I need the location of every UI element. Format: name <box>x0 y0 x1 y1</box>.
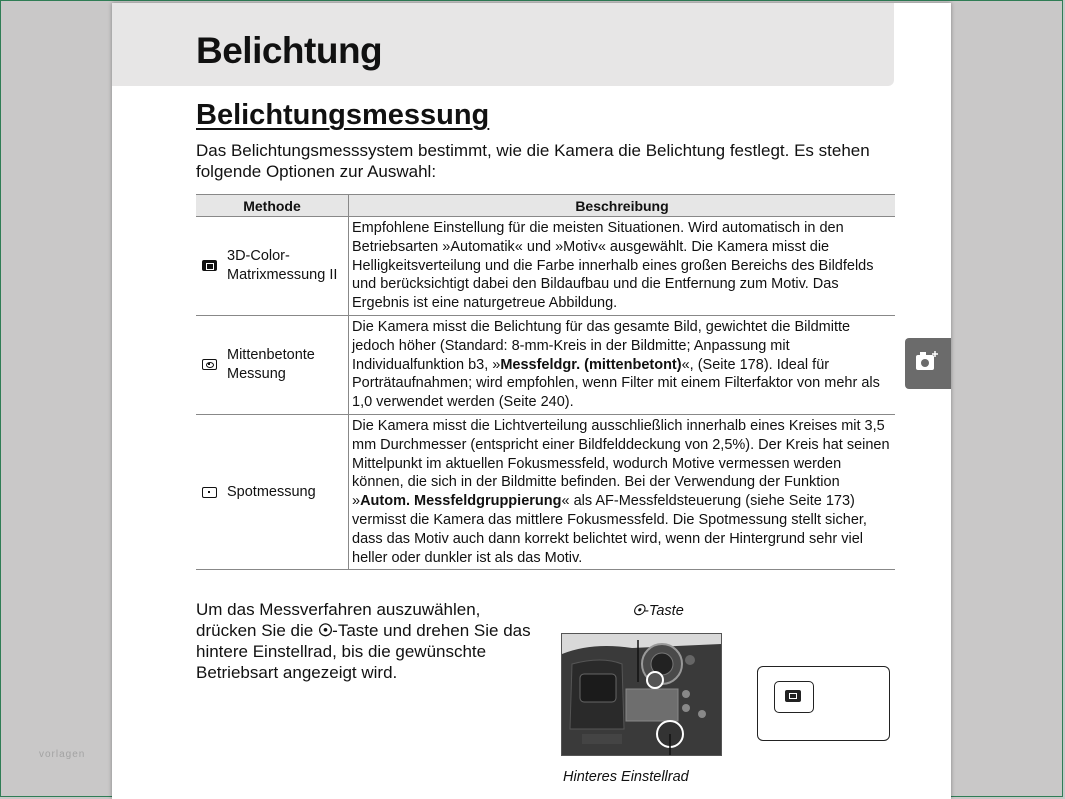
metering-button-symbol: ☉ <box>632 603 644 619</box>
instruction-paragraph <box>196 599 541 683</box>
metering-methods-table <box>196 194 895 570</box>
header-method: Methode <box>196 195 349 217</box>
table-row <box>196 217 895 316</box>
description-cell <box>349 315 896 414</box>
method-cell <box>196 217 349 316</box>
method-label: Spotmessung <box>227 483 316 500</box>
shooting-section-tab[interactable] <box>905 338 951 389</box>
section-title: Belichtungsmessung <box>196 99 490 131</box>
menu-reference: Autom. Messfeldgruppierung <box>360 493 562 510</box>
camera-back-illustration <box>561 633 722 756</box>
description-cell <box>349 414 896 569</box>
caption-text: -Taste <box>644 603 684 619</box>
instruction-text: -Taste und drehen Sie das hintere Einstellrad, bis die gewünschte Betriebsart angezeigt wird. <box>196 621 531 682</box>
table-row <box>196 315 895 414</box>
camera-photo-drawing <box>562 634 721 755</box>
matrix-metering-display-icon <box>774 681 814 713</box>
page-title: Belichtung <box>196 30 383 71</box>
method-label: Mittenbetonte Messung <box>227 347 315 382</box>
description-text: Die Kamera misst die Lichtverteilung ausschließlich innerhalb eines Kreises mit 3,5 mm Durchmesser (entspricht einer Bildfelddeckung von 2,5%). Der Kreis hat seinen Mittelpunkt im aktuellen Fokusmessfeld, wodurch Motive vermessen werden können, die sich in der Bildmitte befinden. Bei der Verwendung der Funktion » <box>352 417 890 510</box>
header-description: Beschreibung <box>349 195 896 217</box>
intro-paragraph: Das Belichtungsmesssystem bestimmt, wie die Kamera die Belichtung festlegt. Es stehen folgende Optionen zur Auswahl: <box>196 141 870 181</box>
method-cell <box>196 414 349 569</box>
spot-metering-icon <box>202 487 217 498</box>
camera-shooting-icon <box>905 338 951 389</box>
description-text: Empfohlene Einstellung für die meisten Situationen. Wird automatisch in den Betriebsarten »Automatik« und »Motiv« ausgewählt. Die Kamera misst die Helligkeitsverteilung und die Farbe innerhalb eines großen Bereichs des Bildfelds und berücksichtigt dabei den Bildaufbau und die Entfernung zum Motiv. Das Ergebnis ist eine naturgetreue Abbildung. <box>352 220 874 312</box>
table-row <box>196 414 895 569</box>
metering-button-symbol: ☉ <box>317 621 333 640</box>
metering-button-caption <box>632 603 684 619</box>
table-header-row <box>196 195 895 217</box>
matrix-metering-icon <box>202 260 217 271</box>
description-text: « als AF-Messfeldsteuerung (siehe Seite 173) vermisst die Kamera das mittlere Fokusmessfeld. Die Spotmessung stellt sicher, dass das Motiv auch dann korrekt belichtet wird, wenn der Hintergrund sehr viel heller oder dunkler ist als das Motiv. <box>352 493 867 566</box>
instruction-text: Um das Messverfahren auszuwählen, drücken Sie die <box>196 600 481 640</box>
description-text: «, (Seite 178). Ideal für Porträtaufnahmen; wird empfohlen, wenn Filter mit einem Filterfaktor von mehr als 1,0 verwendet werden (Seite 240). <box>352 356 880 411</box>
manual-page <box>39 3 951 799</box>
description-text: Die Kamera misst die Belichtung für das gesamte Bild, gewichtet die Bildmitte jedoch höher (Standard: 8-mm-Kreis in der Bildmitte; Anpassung mit Individualfunktion b3, » <box>352 318 851 373</box>
method-label: 3D-Color-Matrixmessung II <box>227 248 338 283</box>
method-cell <box>196 315 349 414</box>
center-weighted-metering-icon <box>202 359 217 370</box>
control-panel-display <box>757 666 890 741</box>
watermark: vorlagen <box>39 749 86 760</box>
description-cell <box>349 217 896 316</box>
menu-reference: Messfeldgr. (mittenbetont) <box>500 356 682 373</box>
rear-dial-caption: Hinteres Einstellrad <box>563 769 689 785</box>
